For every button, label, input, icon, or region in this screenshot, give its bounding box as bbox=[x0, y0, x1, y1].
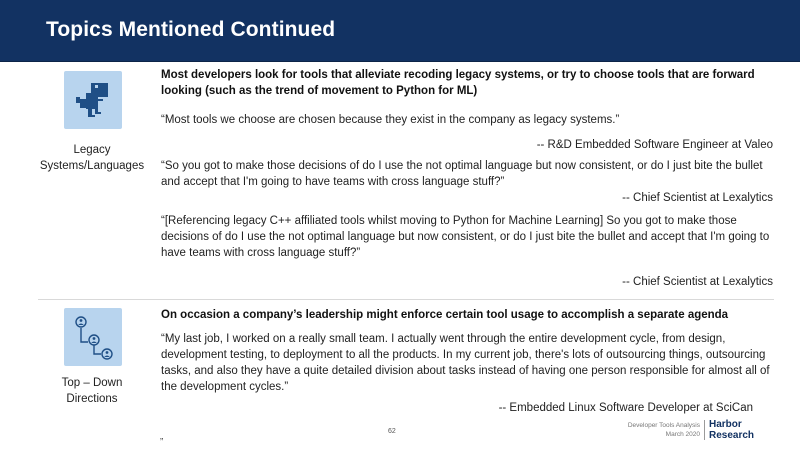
quote: “So you got to make those decisions of do I use the not optimal language but now consistent, or do I just bite the bullet and accept that I'm going to have teams with cross language stuff?” bbox=[161, 160, 763, 188]
top-down-icon-tile bbox=[64, 308, 122, 366]
top-down-label: Top – Down Directions bbox=[61, 377, 123, 405]
quote-attribution: -- Embedded Linux Software Developer at SciCan bbox=[498, 402, 753, 414]
footer-separator bbox=[704, 420, 705, 440]
section-heading: Most developers look for tools that alleviate recoding legacy systems, or try to choose tools that are forward looking (such as the trend of movement to Python for ML) bbox=[161, 69, 755, 97]
page-title: Topics Mentioned Continued bbox=[46, 18, 336, 41]
page-number: 62 bbox=[388, 428, 396, 435]
legacy-systems-content bbox=[161, 67, 773, 99]
legacy-systems-icon-tile bbox=[64, 71, 122, 129]
quote: “[Referencing legacy C++ affiliated tools whilst moving to Python for Machine Learning] So you got to make those decisions of do I use the not optimal language but now consistent, or do I just bite the bullet and accept that I'm going to have teams with cross language stuff?” bbox=[161, 215, 770, 259]
quote-attribution: -- Chief Scientist at Lexalytics bbox=[622, 192, 773, 204]
dinosaur-icon bbox=[64, 71, 122, 129]
section-divider bbox=[38, 299, 774, 300]
report-info: Developer Tools Analysis March 2020 bbox=[627, 422, 700, 438]
footer-mark: „ bbox=[160, 431, 164, 442]
quote: “My last job, I worked on a really small team. I actually went through the entire development cycle, from design, development testing, to deployment to all the products. In my current job, there's lots of outsourcing things, outsourcing tasks, and also they have a quite detailed division about tasks instead of having one person responsible for almost all of the development cycles.” bbox=[161, 333, 770, 393]
title-bar bbox=[0, 0, 800, 62]
quote-attribution: -- R&D Embedded Software Engineer at Valeo bbox=[536, 139, 773, 151]
legacy-systems-label: Legacy Systems/Languages bbox=[39, 144, 145, 172]
quote: “Most tools we choose are chosen because they exist in the company as legacy systems.” bbox=[161, 114, 620, 126]
section-heading: On occasion a company’s leadership might enforce certain tool usage to accomplish a separate agenda bbox=[161, 309, 729, 321]
harbor-research-logo: Harbor Research bbox=[709, 419, 755, 441]
quote-attribution: -- Chief Scientist at Lexalytics bbox=[622, 276, 773, 288]
hierarchy-icon bbox=[64, 308, 122, 366]
